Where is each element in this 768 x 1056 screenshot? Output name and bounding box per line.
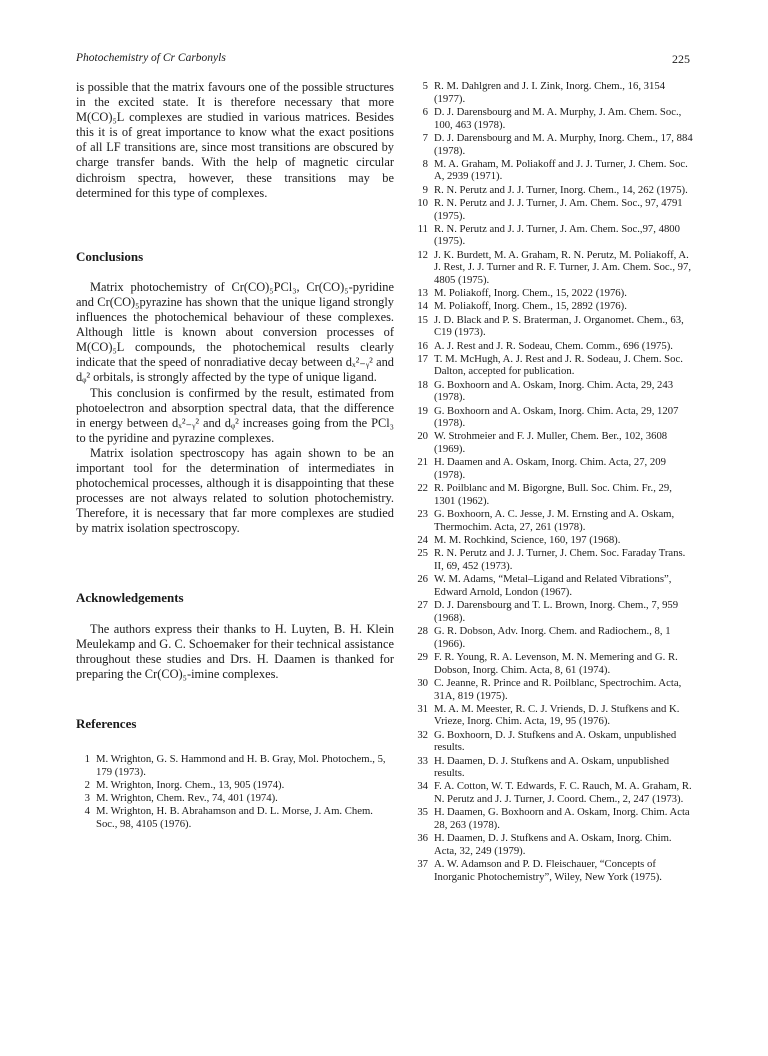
reference-text: A. J. Rest and J. R. Sodeau, Chem. Comm., 696 (1975). [434,339,673,352]
reference-item [412,508,694,533]
references-list-left [76,753,394,831]
reference-text: F. A. Cotton, W. T. Edwards, F. C. Rauch, M. A. Graham, R. N. Perutz and J. J. Turner, J. Coord. Chem., 2, 247 (1973). [434,780,692,806]
reference-number: 37 [417,858,428,871]
reference-number: 34 [417,780,428,793]
reference-number: 33 [417,754,428,767]
reference-item [412,858,694,883]
reference-text: J. D. Black and P. S. Braterman, J. Organomet. Chem., 63, C19 (1973). [434,313,684,339]
reference-number: 23 [417,508,428,521]
reference-item [76,779,394,792]
reference-text: M. Poliakoff, Inorg. Chem., 15, 2892 (1976). [434,300,627,313]
reference-item [412,314,694,339]
reference-item [412,806,694,831]
reference-item [412,287,694,300]
reference-number: 21 [417,456,428,469]
reference-text: H. Daamen, D. J. Stufkens and A. Oskam, unpublished results. [434,754,670,780]
acknowledgements-heading: Acknowledgements [76,590,184,606]
reference-item [412,340,694,353]
reference-item [412,573,694,598]
reference-item [412,456,694,481]
reference-text: R. M. Dahlgren and J. I. Zink, Inorg. Chem., 16, 3154 (1977). [434,80,666,105]
reference-text: M. Wrighton, Inorg. Chem., 13, 905 (1974). [96,778,285,791]
reference-text: G. R. Dobson, Adv. Inorg. Chem. and Radiochem., 8, 1 (1966). [434,625,671,650]
reference-item [412,534,694,547]
reference-number: 15 [417,313,428,326]
reference-number: 26 [417,573,428,586]
reference-text: R. N. Perutz and J. J. Turner, Inorg. Chem., 14, 262 (1975). [434,183,688,196]
reference-number: 20 [417,430,428,443]
reference-item [412,405,694,430]
reference-number: 13 [417,287,428,300]
reference-text: R. N. Perutz and J. J. Turner, J. Am. Chem. Soc.,97, 4800 (1975). [434,222,680,248]
reference-text: D. J. Darensbourg and M. A. Murphy, J. Am. Chem. Soc., 100, 463 (1978). [434,105,682,131]
reference-text: W. Strohmeier and F. J. Muller, Chem. Ber., 102, 3608 (1969). [434,430,668,456]
reference-number: 17 [417,352,428,365]
running-head: Photochemistry of Cr Carbonyls [76,52,226,64]
reference-item [412,106,694,131]
reference-item [412,197,694,222]
reference-number: 28 [417,625,428,638]
reference-item [412,780,694,805]
reference-text: M. Wrighton, G. S. Hammond and H. B. Gray, Mol. Photochem., 5, 179 (1973). [96,753,386,778]
reference-number: 10 [417,196,428,209]
reference-text: D. J. Darensbourg and T. L. Brown, Inorg. Chem., 7, 959 (1968). [434,599,679,624]
reference-number: 27 [417,599,428,612]
reference-item [412,184,694,197]
reference-number: 36 [417,832,428,845]
reference-text: M. M. Rochkind, Science, 160, 197 (1968). [434,534,621,547]
reference-text: R. Poilblanc and M. Bigorgne, Bull. Soc. Chim. Fr., 29, 1301 (1962). [434,482,672,507]
reference-text: F. R. Young, R. A. Levenson, M. N. Memering and G. R. Dobson, Inorg. Chim. Acta, 8, 61 (1974). [434,650,678,676]
reference-text: C. Jeanne, R. Prince and R. Poilblanc, Spectrochim. Acta, 31A, 819 (1975). [434,676,682,702]
reference-item [412,223,694,248]
reference-text: H. Daamen, D. J. Stufkens and A. Oskam, Inorg. Chim. Acta, 32, 249 (1979). [434,832,672,857]
reference-item [412,132,694,157]
reference-item [412,832,694,857]
references-list-right [412,80,694,884]
reference-number: 2 [84,778,90,791]
reference-number: 18 [417,378,428,391]
acknowledgements-paragraph: The authors express their thanks to H. Luyten, B. H. Klein Meulekamp and G. C. Schoemaker for their technical assistance throughout these studies and Drs. H. Daamen is thanked for preparing the Cr(CO)₅-imine complexes. [76,621,394,681]
reference-text: G. Boxhoorn, A. C. Jesse, J. M. Ernsting and A. Oskam, Thermochim. Acta, 27, 261 (1978). [434,508,675,533]
reference-text: M. Wrighton, Chem. Rev., 74, 401 (1974). [96,792,278,805]
reference-text: H. Daamen and A. Oskam, Inorg. Chim. Acta, 27, 209 (1978). [434,456,666,482]
reference-number: 29 [417,650,428,663]
reference-number: 11 [417,222,428,235]
reference-number: 3 [84,792,90,805]
conclusions-heading: Conclusions [76,248,144,264]
reference-item [412,482,694,507]
reference-item [412,547,694,572]
reference-item [412,353,694,378]
reference-number: 35 [417,806,428,819]
reference-item [412,300,694,313]
reference-number: 9 [422,183,428,196]
reference-number: 19 [417,404,428,417]
reference-number: 7 [422,131,428,144]
reference-text: R. N. Perutz and J. J. Turner, J. Chem. Soc. Faraday Trans. II, 69, 452 (1973). [434,547,686,573]
reference-number: 25 [417,547,428,560]
references-heading: References [76,715,137,731]
reference-item [76,792,394,805]
reference-number: 16 [417,339,428,352]
reference-item [412,651,694,676]
reference-text: M. Poliakoff, Inorg. Chem., 15, 2022 (1976). [434,287,627,300]
reference-item [412,430,694,455]
intro-paragraph: is possible that the matrix favours one of the possible structures in the excited state. It is therefore necessary that more M(CO)₅L complexes are studied in various matrices. Besides this it is of great importance to know what the exact positions of all LF transitions are, since most transitions are obscured by charge transfer bands. With the help of magnetic circular dichroism spectra, however, these transitions may be determined for this type of complexes. [76,80,394,200]
reference-number: 6 [422,105,428,118]
reference-item [412,249,694,287]
reference-text: D. J. Darensbourg and M. A. Murphy, Inorg. Chem., 17, 884 (1978). [434,131,693,157]
reference-text: J. K. Burdett, M. A. Graham, R. N. Perutz, M. Poliakoff, A. J. Rest, J. J. Turner and R. F. Turner, J. Am. Chem. Soc., 97, 4805 (1975). [434,248,692,287]
reference-number: 1 [84,753,90,765]
reference-text: G. Boxhoorn and A. Oskam, Inorg. Chim. Acta, 29, 243 (1978). [434,378,674,404]
reference-number: 32 [417,728,428,741]
reference-item [412,755,694,780]
reference-item [412,677,694,702]
right-column [412,80,694,884]
reference-item [412,379,694,404]
reference-text: W. M. Adams, “Metal–Ligand and Related Vibrations”, Edward Arnold, London (1967). [434,573,672,598]
reference-item [412,729,694,754]
conclusions-paragraph: Matrix photochemistry of Cr(CO)₅PCl₃, Cr(CO)₅-pyridine and Cr(CO)₅pyrazine has shown that the unique ligand strongly influences the photochemical behaviour of these complexes. Although little is known about conversion processes of M(CO)₅L compounds, the photochemical results clearly indicate that the speed of nonradiative decay between dₓ²₋ᵧ² and dᵩ² orbitals, is strongly affected by the type of unique ligand. [76,279,394,385]
reference-item [76,805,394,830]
reference-number: 5 [422,80,428,92]
reference-text: T. M. McHugh, A. J. Rest and J. R. Sodeau, J. Chem. Soc. Dalton, accepted for publication. [434,352,683,378]
reference-text: G. Boxhoorn, D. J. Stufkens and A. Oskam, unpublished results. [434,728,677,754]
conclusions-paragraph: This conclusion is confirmed by the result, estimated from photoelectron and absorption spectral data, that the difference in energy between dₓ²₋ᵧ² and dᵩ² increases going from the PCl₃ to the pyridine and pyrazine complexes. [76,385,394,445]
reference-number: 8 [422,157,428,170]
reference-text: M. A. Graham, M. Poliakoff and J. J. Turner, J. Chem. Soc. A, 2939 (1971). [434,157,688,183]
reference-item [412,625,694,650]
reference-number: 4 [84,805,90,818]
page-number: 225 [672,52,690,66]
reference-text: A. W. Adamson and P. D. Fleischauer, “Concepts of Inorganic Photochemistry”, Wiley, New York (1975). [434,858,662,883]
reference-number: 30 [417,676,428,689]
reference-text: H. Daamen, G. Boxhoorn and A. Oskam, Inorg. Chim. Acta 28, 263 (1978). [434,806,690,832]
reference-number: 22 [417,482,428,495]
conclusions-paragraph: Matrix isolation spectroscopy has again shown to be an important tool for the determination of intermediates in photochemical processes, although it is disappointing that these processes are not always related to solution photochemistry. Therefore, it is necessary that far more complexes are studied by matrix isolation spectroscopy. [76,445,394,536]
reference-text: M. A. M. Meester, R. C. J. Vriends, D. J. Stufkens and K. Vrieze, Inorg. Chim. Acta, 19, 95 (1976). [434,702,680,728]
reference-number: 14 [417,300,428,313]
reference-item [412,703,694,728]
reference-item [412,599,694,624]
reference-item [412,80,694,105]
reference-number: 31 [417,702,428,715]
reference-item [76,753,394,778]
reference-text: M. Wrighton, H. B. Abrahamson and D. L. Morse, J. Am. Chem. Soc., 98, 4105 (1976). [96,805,373,831]
reference-text: R. N. Perutz and J. J. Turner, J. Am. Chem. Soc., 97, 4791 (1975). [434,196,683,222]
reference-item [412,158,694,183]
reference-number: 24 [417,534,428,547]
left-column [76,80,394,831]
reference-number: 12 [417,248,428,261]
reference-text: G. Boxhoorn and A. Oskam, Inorg. Chim. Acta, 29, 1207 (1978). [434,404,679,430]
